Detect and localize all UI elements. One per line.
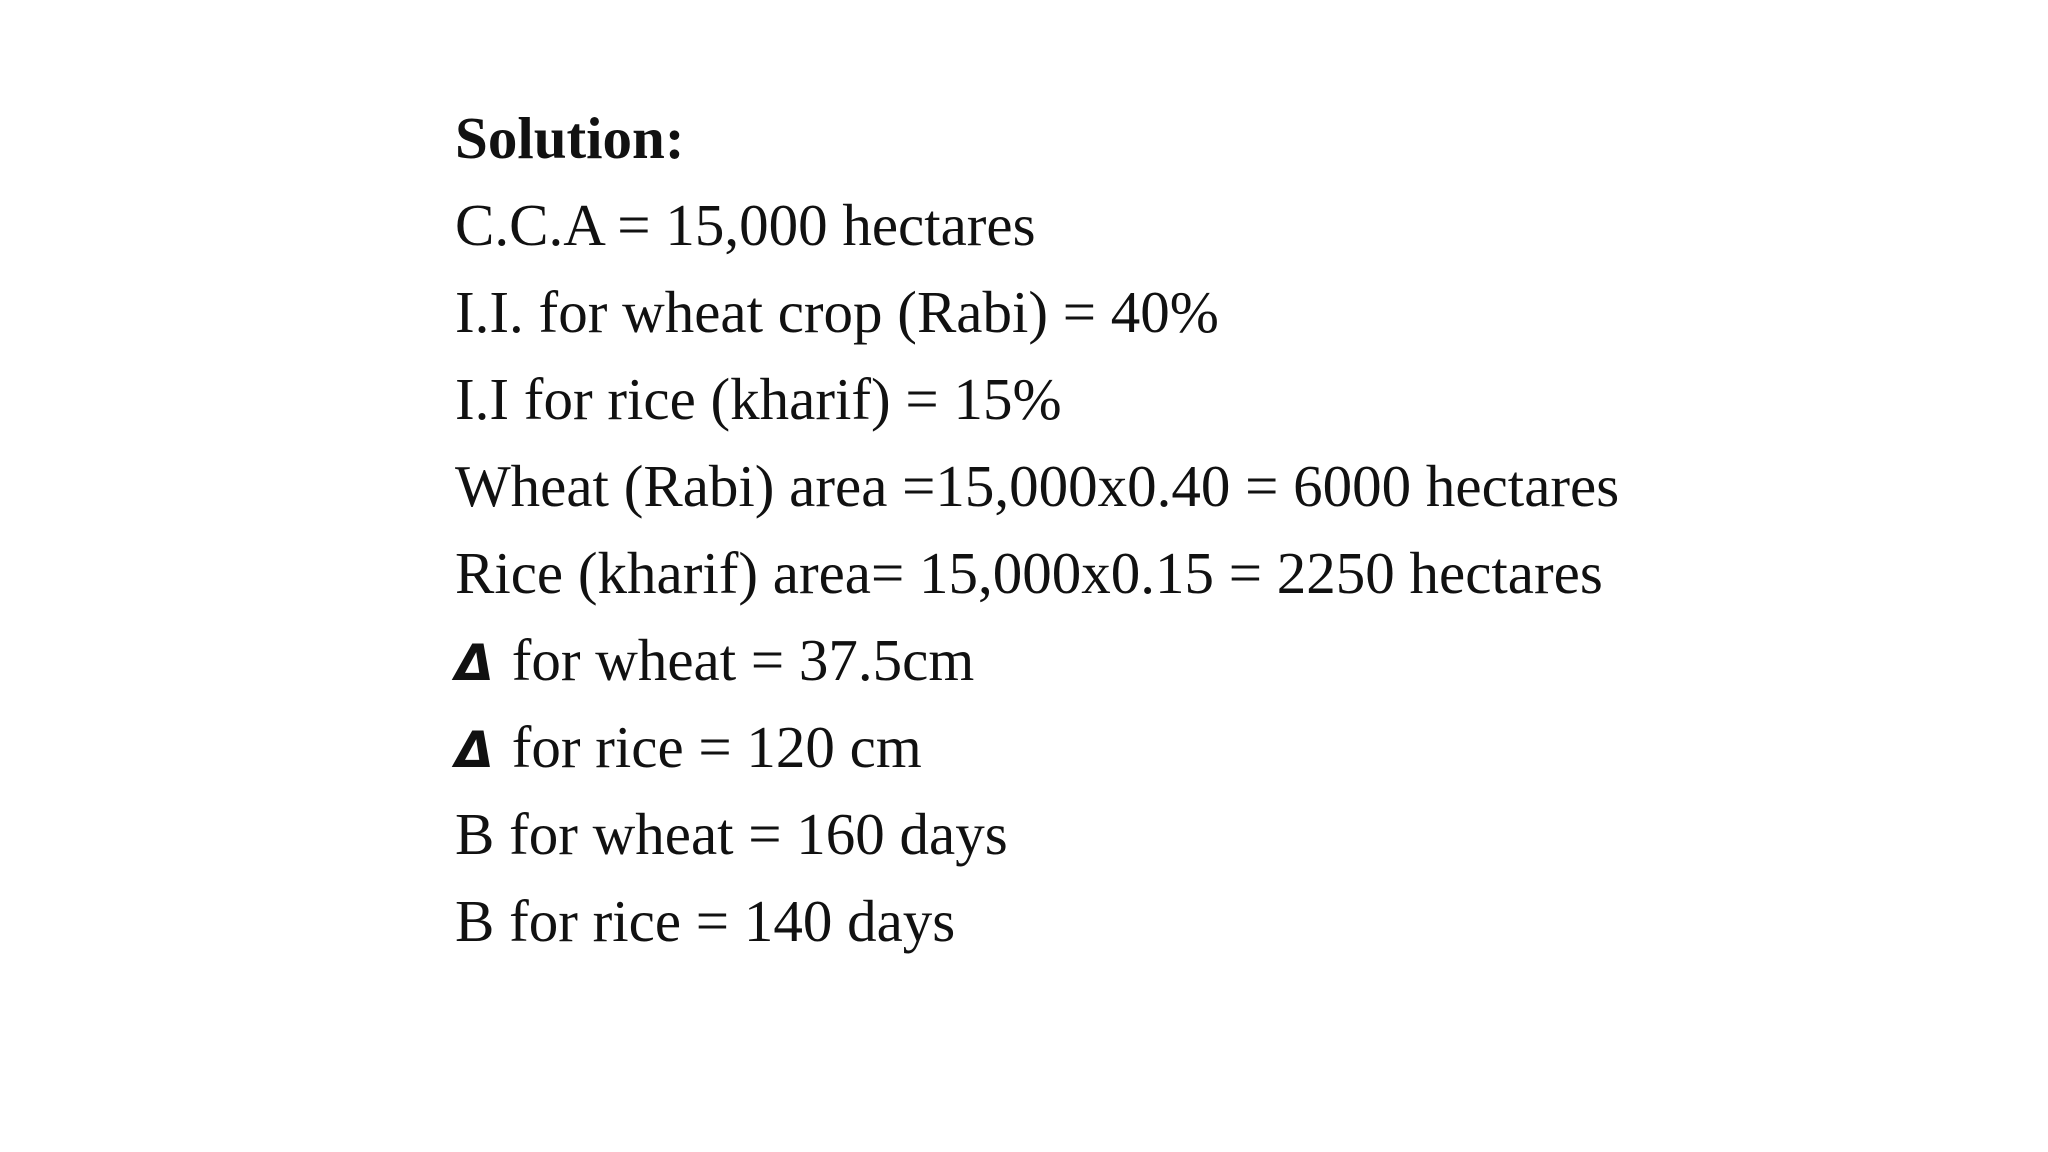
cca-line: C.C.A = 15,000 hectares xyxy=(455,192,1036,258)
wheat-base-period-line: B for wheat = 160 days xyxy=(455,801,1008,867)
rice-delta-text: for rice = 120 cm xyxy=(511,714,922,780)
delta-symbol: Δ xyxy=(455,634,494,692)
rice-delta-line xyxy=(455,704,1955,791)
wheat-delta-line xyxy=(455,617,1955,704)
solution-content xyxy=(455,95,1955,965)
wheat-area-line: Wheat (Rabi) area =15,000x0.40 = 6000 hectares xyxy=(455,453,1620,519)
delta-symbol: Δ xyxy=(455,721,494,779)
rice-base-period-line: B for rice = 140 days xyxy=(455,888,956,954)
solution-heading: Solution: xyxy=(455,105,685,171)
wheat-delta-text: for wheat = 37.5cm xyxy=(511,627,975,693)
rice-area-line: Rice (kharif) area= 15,000x0.15 = 2250 hectares xyxy=(455,540,1603,606)
wheat-intensity-line: I.I. for wheat crop (Rabi) = 40% xyxy=(455,279,1219,345)
rice-intensity-line: I.I for rice (kharif) = 15% xyxy=(455,366,1062,432)
